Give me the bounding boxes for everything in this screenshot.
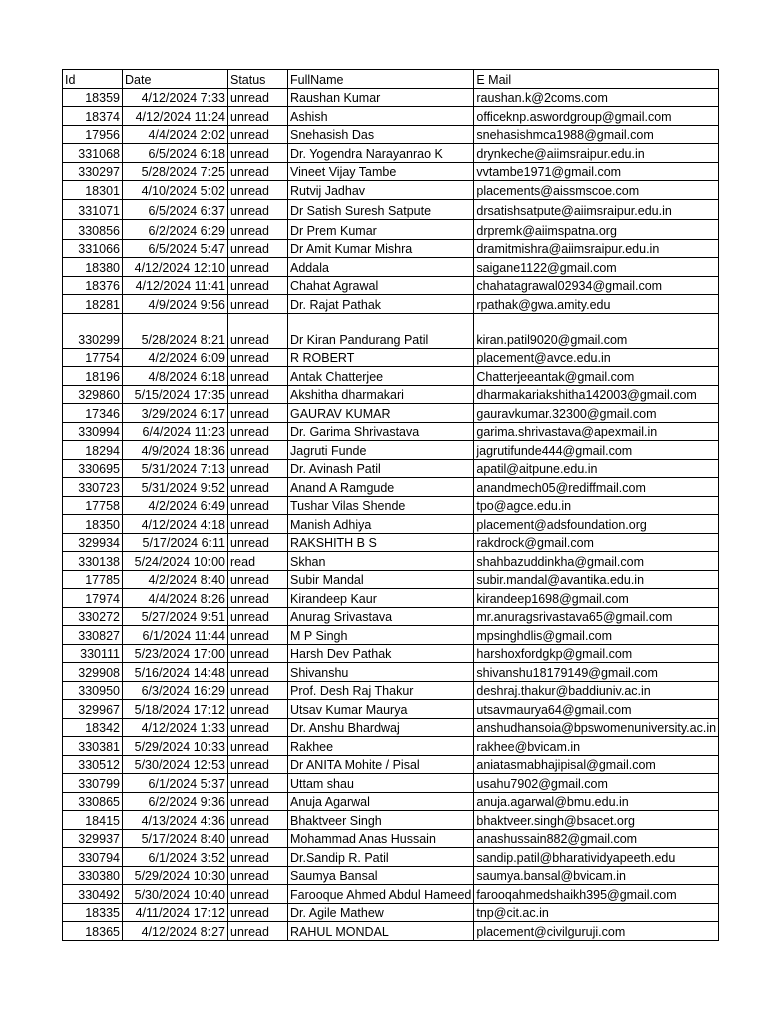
cell-date[interactable]: 4/8/2024 6:18 (123, 367, 228, 386)
table-row (63, 589, 719, 608)
cell-date[interactable]: 6/2/2024 6:29 (123, 219, 228, 239)
table-row (63, 258, 719, 277)
table-row (63, 404, 719, 423)
cell-id[interactable]: 18294 (63, 441, 123, 460)
cell-fullname[interactable]: Saumya Bansal (288, 866, 474, 885)
table-row (63, 644, 719, 663)
cell-date[interactable]: 6/5/2024 5:47 (123, 239, 228, 258)
table-row (63, 422, 719, 441)
cell-id[interactable]: 18380 (63, 258, 123, 277)
table-row (63, 718, 719, 737)
cell-status[interactable]: unread (228, 829, 288, 848)
cell-fullname[interactable]: R ROBERT (288, 348, 474, 367)
cell-email[interactable]: deshraj.thakur@baddiuniv.ac.in (474, 681, 719, 700)
cell-date[interactable]: 5/24/2024 10:00 (123, 552, 228, 571)
cell-fullname[interactable]: RAHUL MONDAL (288, 922, 474, 941)
header-row (63, 70, 719, 89)
cell-fullname[interactable]: Mohammad Anas Hussain (288, 829, 474, 848)
table-row (63, 681, 719, 700)
cell-id[interactable]: 17974 (63, 589, 123, 608)
cell-date[interactable]: 4/12/2024 11:41 (123, 276, 228, 295)
cell-id[interactable]: 330695 (63, 459, 123, 478)
cell-fullname[interactable]: Addala (288, 258, 474, 277)
cell-id[interactable]: 330865 (63, 792, 123, 811)
cell-id[interactable]: 17346 (63, 404, 123, 423)
cell-email[interactable]: Chatterjeeantak@gmail.com (474, 367, 719, 386)
cell-email[interactable]: jagrutifunde444@gmail.com (474, 441, 719, 460)
table-row (63, 792, 719, 811)
cell-status[interactable]: unread (228, 681, 288, 700)
cell-status[interactable]: read (228, 552, 288, 571)
cell-email[interactable]: rakdrock@gmail.com (474, 533, 719, 552)
table-row (63, 570, 719, 589)
cell-id[interactable]: 18281 (63, 295, 123, 314)
cell-email[interactable]: drynkeche@aiimsraipur.edu.in (474, 144, 719, 163)
cell-email[interactable]: dharmakariakshitha142003@gmail.com (474, 385, 719, 404)
cell-fullname[interactable]: Manish Adhiya (288, 515, 474, 534)
cell-fullname[interactable]: Bhaktveer Singh (288, 811, 474, 830)
header-status[interactable]: Status (228, 70, 288, 89)
cell-status[interactable]: unread (228, 422, 288, 441)
cell-id[interactable]: 18342 (63, 718, 123, 737)
cell-id[interactable]: 330272 (63, 607, 123, 626)
cell-date[interactable]: 6/1/2024 11:44 (123, 626, 228, 645)
cell-email[interactable]: kirandeep1698@gmail.com (474, 589, 719, 608)
cell-email[interactable]: placement@avce.edu.in (474, 348, 719, 367)
cell-date[interactable]: 5/31/2024 9:52 (123, 478, 228, 497)
cell-id[interactable]: 331071 (63, 199, 123, 219)
cell-status[interactable]: unread (228, 239, 288, 258)
cell-status[interactable]: unread (228, 718, 288, 737)
table-row (63, 496, 719, 515)
cell-date[interactable]: 4/12/2024 1:33 (123, 718, 228, 737)
cell-fullname[interactable]: Anurag Srivastava (288, 607, 474, 626)
table-row (63, 181, 719, 200)
cell-id[interactable]: 18350 (63, 515, 123, 534)
cell-date[interactable]: 5/30/2024 10:40 (123, 885, 228, 904)
cell-id[interactable]: 330994 (63, 422, 123, 441)
cell-date[interactable]: 6/4/2024 11:23 (123, 422, 228, 441)
cell-fullname[interactable]: Dr. Avinash Patil (288, 459, 474, 478)
table-row (63, 774, 719, 793)
cell-date[interactable]: 6/2/2024 9:36 (123, 792, 228, 811)
cell-id[interactable]: 330856 (63, 219, 123, 239)
cell-status[interactable]: unread (228, 181, 288, 200)
cell-status[interactable]: unread (228, 496, 288, 515)
cell-date[interactable]: 4/12/2024 4:18 (123, 515, 228, 534)
table-row (63, 144, 719, 163)
table-row (63, 755, 719, 774)
cell-date[interactable]: 4/9/2024 9:56 (123, 295, 228, 314)
cell-id[interactable]: 330723 (63, 478, 123, 497)
cell-status[interactable]: unread (228, 589, 288, 608)
cell-fullname[interactable]: Shivanshu (288, 663, 474, 682)
cell-fullname[interactable]: Dr Prem Kumar (288, 219, 474, 239)
cell-id[interactable]: 17785 (63, 570, 123, 589)
cell-date[interactable]: 5/16/2024 14:48 (123, 663, 228, 682)
cell-email[interactable]: tpo@agce.edu.in (474, 496, 719, 515)
cell-date[interactable]: 5/29/2024 10:33 (123, 737, 228, 756)
cell-date[interactable]: 4/12/2024 8:27 (123, 922, 228, 941)
cell-id[interactable]: 18376 (63, 276, 123, 295)
header-fullname[interactable]: FullName (288, 70, 474, 89)
cell-id[interactable]: 330512 (63, 755, 123, 774)
cell-id[interactable]: 18301 (63, 181, 123, 200)
cell-email[interactable]: anuja.agarwal@bmu.edu.in (474, 792, 719, 811)
cell-id[interactable]: 330799 (63, 774, 123, 793)
cell-fullname[interactable]: Akshitha dharmakari (288, 385, 474, 404)
cell-email[interactable]: bhaktveer.singh@bsacet.org (474, 811, 719, 830)
cell-email[interactable]: placement@adsfoundation.org (474, 515, 719, 534)
cell-fullname[interactable]: Chahat Agrawal (288, 276, 474, 295)
cell-email[interactable]: subir.mandal@avantika.edu.in (474, 570, 719, 589)
cell-fullname[interactable]: Anand A Ramgude (288, 478, 474, 497)
cell-fullname[interactable]: Ashish (288, 107, 474, 126)
cell-id[interactable]: 329934 (63, 533, 123, 552)
cell-fullname[interactable]: GAURAV KUMAR (288, 404, 474, 423)
table-row (63, 607, 719, 626)
cell-date[interactable]: 5/27/2024 9:51 (123, 607, 228, 626)
cell-id[interactable]: 18335 (63, 903, 123, 922)
table-row (63, 885, 719, 904)
cell-email[interactable]: gauravkumar.32300@gmail.com (474, 404, 719, 423)
cell-status[interactable]: unread (228, 663, 288, 682)
cell-id[interactable]: 18415 (63, 811, 123, 830)
spreadsheet-table (62, 69, 719, 941)
cell-fullname[interactable]: Anuja Agarwal (288, 792, 474, 811)
cell-status[interactable]: unread (228, 219, 288, 239)
cell-fullname[interactable]: M P Singh (288, 626, 474, 645)
cell-fullname[interactable]: Prof. Desh Raj Thakur (288, 681, 474, 700)
cell-date[interactable]: 6/1/2024 5:37 (123, 774, 228, 793)
table-row (63, 626, 719, 645)
cell-id[interactable]: 330138 (63, 552, 123, 571)
cell-status[interactable]: unread (228, 385, 288, 404)
cell-email[interactable]: usahu7902@gmail.com (474, 774, 719, 793)
cell-status[interactable]: unread (228, 626, 288, 645)
cell-date[interactable]: 6/1/2024 3:52 (123, 848, 228, 867)
cell-fullname[interactable]: Uttam shau (288, 774, 474, 793)
cell-status[interactable]: unread (228, 644, 288, 663)
cell-email[interactable]: drpremk@aiimspatna.org (474, 219, 719, 239)
table-row (63, 367, 719, 386)
cell-fullname[interactable]: Rakhee (288, 737, 474, 756)
cell-id[interactable]: 18365 (63, 922, 123, 941)
cell-email[interactable]: utsavmaurya64@gmail.com (474, 700, 719, 719)
cell-fullname[interactable]: Rutvij Jadhav (288, 181, 474, 200)
cell-status[interactable]: unread (228, 125, 288, 144)
cell-status[interactable]: unread (228, 792, 288, 811)
cell-id[interactable]: 330381 (63, 737, 123, 756)
cell-status[interactable]: unread (228, 276, 288, 295)
cell-id[interactable]: 330950 (63, 681, 123, 700)
cell-status[interactable]: unread (228, 295, 288, 314)
cell-id[interactable]: 330492 (63, 885, 123, 904)
cell-email[interactable]: mpsinghdlis@gmail.com (474, 626, 719, 645)
cell-id[interactable]: 17956 (63, 125, 123, 144)
cell-date[interactable]: 4/2/2024 6:49 (123, 496, 228, 515)
cell-id[interactable]: 329967 (63, 700, 123, 719)
cell-id[interactable]: 17754 (63, 348, 123, 367)
cell-fullname[interactable]: Dr. Agile Mathew (288, 903, 474, 922)
cell-date[interactable]: 5/30/2024 12:53 (123, 755, 228, 774)
cell-fullname[interactable]: Dr ANITA Mohite / Pisal (288, 755, 474, 774)
cell-email[interactable]: rakhee@bvicam.in (474, 737, 719, 756)
cell-status[interactable]: unread (228, 441, 288, 460)
cell-fullname[interactable]: Jagruti Funde (288, 441, 474, 460)
table-row (63, 478, 719, 497)
table-row (63, 533, 719, 552)
cell-status[interactable]: unread (228, 162, 288, 181)
cell-fullname[interactable]: Dr. Rajat Pathak (288, 295, 474, 314)
cell-date[interactable]: 4/10/2024 5:02 (123, 181, 228, 200)
cell-date[interactable]: 5/18/2024 17:12 (123, 700, 228, 719)
table-row (63, 459, 719, 478)
cell-email[interactable]: harshoxfordgkp@gmail.com (474, 644, 719, 663)
cell-email[interactable]: mr.anuragsrivastava65@gmail.com (474, 607, 719, 626)
cell-status[interactable]: unread (228, 811, 288, 830)
cell-fullname[interactable]: Raushan Kumar (288, 88, 474, 107)
table-row (63, 515, 719, 534)
table-row (63, 811, 719, 830)
cell-status[interactable]: unread (228, 199, 288, 219)
cell-email[interactable]: officeknp.aswordgroup@gmail.com (474, 107, 719, 126)
cell-email[interactable]: sandip.patil@bharatividyapeeth.edu (474, 848, 719, 867)
cell-status[interactable]: unread (228, 459, 288, 478)
cell-id[interactable]: 329937 (63, 829, 123, 848)
cell-date[interactable]: 6/3/2024 16:29 (123, 681, 228, 700)
cell-date[interactable]: 4/12/2024 11:24 (123, 107, 228, 126)
cell-date[interactable]: 5/28/2024 7:25 (123, 162, 228, 181)
cell-status[interactable]: unread (228, 258, 288, 277)
cell-date[interactable]: 6/5/2024 6:37 (123, 199, 228, 219)
table-row (63, 348, 719, 367)
cell-date[interactable]: 4/12/2024 7:33 (123, 88, 228, 107)
cell-id[interactable]: 331066 (63, 239, 123, 258)
cell-email[interactable]: kiran.patil9020@gmail.com (474, 313, 719, 348)
cell-id[interactable]: 329860 (63, 385, 123, 404)
header-date[interactable]: Date (123, 70, 228, 89)
cell-fullname[interactable]: Kirandeep Kaur (288, 589, 474, 608)
table-row (63, 663, 719, 682)
cell-email[interactable]: drsatishsatpute@aiimsraipur.edu.in (474, 199, 719, 219)
cell-fullname[interactable]: Dr.Sandip R. Patil (288, 848, 474, 867)
cell-email[interactable]: placements@aissmscoe.com (474, 181, 719, 200)
cell-email[interactable]: snehasishmca1988@gmail.com (474, 125, 719, 144)
cell-date[interactable]: 4/13/2024 4:36 (123, 811, 228, 830)
table-row (63, 552, 719, 571)
table-body (63, 88, 719, 940)
table-row (63, 385, 719, 404)
cell-date[interactable]: 4/9/2024 18:36 (123, 441, 228, 460)
cell-date[interactable]: 5/31/2024 7:13 (123, 459, 228, 478)
cell-id[interactable]: 330827 (63, 626, 123, 645)
cell-fullname[interactable]: Skhan (288, 552, 474, 571)
cell-fullname[interactable]: Antak Chatterjee (288, 367, 474, 386)
cell-date[interactable]: 4/2/2024 8:40 (123, 570, 228, 589)
cell-fullname[interactable]: Dr. Anshu Bhardwaj (288, 718, 474, 737)
cell-status[interactable]: unread (228, 570, 288, 589)
table-row (63, 199, 719, 219)
cell-date[interactable]: 5/15/2024 17:35 (123, 385, 228, 404)
cell-email[interactable]: farooqahmedshaikh395@gmail.com (474, 885, 719, 904)
cell-email[interactable]: aniatasmabhajipisal@gmail.com (474, 755, 719, 774)
table-row (63, 441, 719, 460)
table-row (63, 737, 719, 756)
cell-fullname[interactable]: Subir Mandal (288, 570, 474, 589)
cell-email[interactable]: dramitmishra@aiimsraipur.edu.in (474, 239, 719, 258)
cell-email[interactable]: raushan.k@2coms.com (474, 88, 719, 107)
cell-id[interactable]: 331068 (63, 144, 123, 163)
cell-email[interactable]: placement@civilguruji.com (474, 922, 719, 941)
cell-date[interactable]: 5/17/2024 6:11 (123, 533, 228, 552)
cell-date[interactable]: 5/28/2024 8:21 (123, 313, 228, 348)
cell-date[interactable]: 4/11/2024 17:12 (123, 903, 228, 922)
cell-email[interactable]: rpathak@gwa.amity.edu (474, 295, 719, 314)
cell-fullname[interactable]: Harsh Dev Pathak (288, 644, 474, 663)
cell-date[interactable]: 5/29/2024 10:30 (123, 866, 228, 885)
table-row (63, 313, 719, 348)
cell-fullname[interactable]: Dr. Garima Shrivastava (288, 422, 474, 441)
cell-fullname[interactable]: Utsav Kumar Maurya (288, 700, 474, 719)
cell-id[interactable]: 330111 (63, 644, 123, 663)
cell-status[interactable]: unread (228, 367, 288, 386)
cell-id[interactable]: 18374 (63, 107, 123, 126)
table-row (63, 922, 719, 941)
cell-fullname[interactable]: Farooque Ahmed Abdul Hameed (288, 885, 474, 904)
cell-fullname[interactable]: Vineet Vijay Tambe (288, 162, 474, 181)
cell-email[interactable]: tnp@cit.ac.in (474, 903, 719, 922)
cell-email[interactable]: anshudhansoia@bpswomenuniversity.ac.in (474, 718, 719, 737)
table-row (63, 162, 719, 181)
cell-status[interactable]: unread (228, 885, 288, 904)
table-row (63, 848, 719, 867)
cell-status[interactable]: unread (228, 607, 288, 626)
table-row (63, 903, 719, 922)
cell-email[interactable]: garima.shrivastava@apexmail.in (474, 422, 719, 441)
cell-email[interactable]: anashussain882@gmail.com (474, 829, 719, 848)
table-row (63, 866, 719, 885)
cell-id[interactable]: 17758 (63, 496, 123, 515)
cell-status[interactable]: unread (228, 88, 288, 107)
table-row (63, 239, 719, 258)
cell-email[interactable]: shivanshu18179149@gmail.com (474, 663, 719, 682)
cell-id[interactable]: 329908 (63, 663, 123, 682)
table-row (63, 700, 719, 719)
cell-id[interactable]: 18196 (63, 367, 123, 386)
header-email[interactable]: E Mail (474, 70, 719, 89)
cell-status[interactable]: unread (228, 313, 288, 348)
cell-fullname[interactable]: Snehasish Das (288, 125, 474, 144)
table-row (63, 125, 719, 144)
cell-email[interactable]: saumya.bansal@bvicam.in (474, 866, 719, 885)
cell-status[interactable]: unread (228, 700, 288, 719)
cell-status[interactable]: unread (228, 848, 288, 867)
cell-fullname[interactable]: Tushar Vilas Shende (288, 496, 474, 515)
cell-id[interactable]: 18359 (63, 88, 123, 107)
cell-email[interactable]: anandmech05@rediffmail.com (474, 478, 719, 497)
cell-status[interactable]: unread (228, 774, 288, 793)
cell-email[interactable]: chahatagrawal02934@gmail.com (474, 276, 719, 295)
cell-id[interactable]: 330380 (63, 866, 123, 885)
cell-fullname[interactable]: Dr Satish Suresh Satpute (288, 199, 474, 219)
cell-date[interactable]: 5/23/2024 17:00 (123, 644, 228, 663)
table-row (63, 295, 719, 314)
cell-status[interactable]: unread (228, 737, 288, 756)
table-row (63, 276, 719, 295)
cell-fullname[interactable]: Dr Kiran Pandurang Patil (288, 313, 474, 348)
cell-status[interactable]: unread (228, 755, 288, 774)
table-row (63, 88, 719, 107)
cell-date[interactable]: 4/2/2024 6:09 (123, 348, 228, 367)
cell-email[interactable]: shahbazuddinkha@gmail.com (474, 552, 719, 571)
header-id[interactable]: Id (63, 70, 123, 89)
cell-fullname[interactable]: Dr Amit Kumar Mishra (288, 239, 474, 258)
table-row (63, 107, 719, 126)
cell-status[interactable]: unread (228, 533, 288, 552)
cell-id[interactable]: 330297 (63, 162, 123, 181)
cell-date[interactable]: 3/29/2024 6:17 (123, 404, 228, 423)
cell-id[interactable]: 330299 (63, 313, 123, 348)
cell-id[interactable]: 330794 (63, 848, 123, 867)
cell-date[interactable]: 6/5/2024 6:18 (123, 144, 228, 163)
cell-status[interactable]: unread (228, 107, 288, 126)
cell-status[interactable]: unread (228, 348, 288, 367)
table-row (63, 829, 719, 848)
cell-email[interactable]: vvtambe1971@gmail.com (474, 162, 719, 181)
cell-fullname[interactable]: RAKSHITH B S (288, 533, 474, 552)
cell-status[interactable]: unread (228, 478, 288, 497)
cell-status[interactable]: unread (228, 922, 288, 941)
cell-date[interactable]: 4/4/2024 2:02 (123, 125, 228, 144)
cell-status[interactable]: unread (228, 866, 288, 885)
cell-date[interactable]: 4/4/2024 8:26 (123, 589, 228, 608)
cell-status[interactable]: unread (228, 903, 288, 922)
cell-status[interactable]: unread (228, 515, 288, 534)
table-row (63, 219, 719, 239)
cell-date[interactable]: 5/17/2024 8:40 (123, 829, 228, 848)
cell-fullname[interactable]: Dr. Yogendra Narayanrao K (288, 144, 474, 163)
cell-date[interactable]: 4/12/2024 12:10 (123, 258, 228, 277)
cell-status[interactable]: unread (228, 144, 288, 163)
cell-email[interactable]: apatil@aitpune.edu.in (474, 459, 719, 478)
cell-email[interactable]: saigane1122@gmail.com (474, 258, 719, 277)
cell-status[interactable]: unread (228, 404, 288, 423)
